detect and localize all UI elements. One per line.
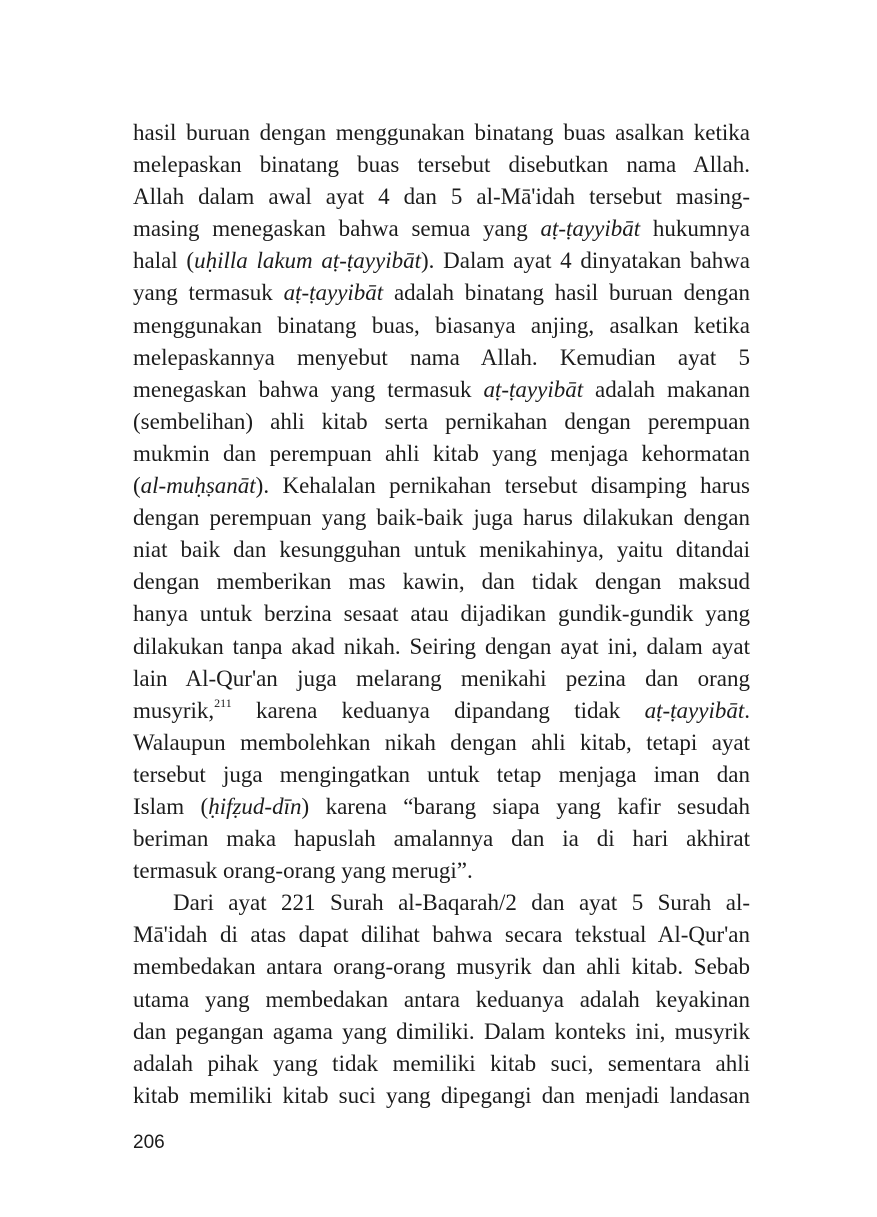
- text-run: .: [744, 697, 750, 723]
- footnote-marker[interactable]: 211: [214, 695, 232, 710]
- text-line: [133, 470, 750, 502]
- text-line: dilakukan tanpa akad nikah. Seiring dengan ayat ini, dalam ayat: [133, 633, 750, 659]
- text-run: hukumnya: [640, 216, 750, 242]
- text-run: menegaskan bahwa yang termasuk: [133, 376, 484, 402]
- text-line: menggunakan binatang buas, biasanya anjing, asalkan ketika: [133, 312, 750, 338]
- text-run: musyrik,: [133, 697, 215, 723]
- text-run: ). Kehalalan pernikahan tersebut disamping harus: [255, 473, 750, 499]
- text-line: membedakan antara orang-orang musyrik dan ahli kitab. Sebab: [133, 954, 750, 980]
- text-line: utama yang membedakan antara keduanya adalah keyakinan: [133, 986, 750, 1012]
- text-line: dan pegangan agama yang dimiliki. Dalam konteks ini, musyrik: [133, 1018, 750, 1044]
- text-run: adalah binatang hasil buruan dengan: [383, 280, 751, 306]
- text-line: adalah pihak yang tidak memiliki kitab suci, sementara ahli: [133, 1050, 750, 1076]
- italic-term: aṭ-ṭayyibāt: [483, 376, 584, 402]
- page-number: 206: [133, 1132, 165, 1153]
- text-run: Islam (: [133, 793, 209, 819]
- text-line: tersebut juga mengingatkan untuk tetap menjaga iman dan: [133, 761, 750, 787]
- text-line: beriman maka hapuslah amalannya dan ia di hari akhirat: [133, 826, 750, 852]
- text-run: ) karena “barang siapa yang kafir sesudah: [301, 793, 750, 819]
- text-line: Dari ayat 221 Surah al-Baqarah/2 dan ayat 5 Surah al-: [173, 890, 750, 916]
- text-line: mukmin dan perempuan ahli kitab yang menjaga kehormatan: [133, 440, 750, 466]
- text-run: (: [133, 473, 141, 499]
- text-run: masing menegaskan bahwa semua yang: [133, 216, 541, 242]
- text-run: ). Dalam ayat 4 dinyatakan bahwa: [421, 248, 751, 274]
- italic-term: al-muḥṣanāt: [140, 473, 256, 499]
- text-line: dengan memberikan mas kawin, dan tidak dengan maksud: [133, 569, 750, 595]
- italic-term: uḥilla lakum aṭ-ṭayyibāt: [194, 248, 422, 274]
- text-line: [133, 245, 750, 277]
- text-line: [133, 213, 750, 245]
- paragraph-1: [133, 117, 750, 887]
- text-run: adalah makanan: [583, 376, 751, 402]
- text-run: karena keduanya dipandang tidak: [231, 697, 645, 723]
- italic-term: aṭ-ṭayyibāt: [283, 280, 384, 306]
- text-line: [133, 695, 750, 727]
- text-line: (sembelihan) ahli kitab serta pernikahan dengan perempuan: [133, 408, 750, 434]
- text-line: niat baik dan kesungguhan untuk menikahinya, yaitu ditandai: [133, 537, 750, 563]
- text-line: hanya untuk berzina sesaat atau dijadikan gundik-gundik yang: [133, 601, 750, 627]
- page-body: [133, 117, 750, 1112]
- text-line: lain Al-Qur'an juga melarang menikahi pezina dan orang: [133, 665, 750, 691]
- italic-term: aṭ-ṭayyibāt: [644, 697, 745, 723]
- text-line: hasil buruan dengan menggunakan binatang buas asalkan ketika: [133, 120, 750, 145]
- text-line: [133, 277, 750, 309]
- text-run: halal (: [133, 248, 195, 274]
- text-run: yang termasuk: [133, 280, 284, 306]
- text-line: Mā'idah di atas dapat dilihat bahwa secara tekstual Al-Qur'an: [133, 922, 750, 948]
- paragraph-2: [133, 887, 750, 1112]
- italic-term: aṭ-ṭayyibāt: [540, 216, 641, 242]
- text-line: melepaskannya menyebut nama Allah. Kemudian ayat 5: [133, 344, 750, 370]
- text-line: Allah dalam awal ayat 4 dan 5 al-Mā'idah tersebut masing-: [133, 184, 750, 210]
- text-line: kitab memiliki kitab suci yang dipegangi dan menjadi landasan: [133, 1082, 750, 1108]
- text-line: dengan perempuan yang baik-baik juga harus dilakukan dengan: [133, 505, 750, 531]
- text-line: Walaupun membolehkan nikah dengan ahli kitab, tetapi ayat: [133, 729, 750, 755]
- text-line: melepaskan binatang buas tersebut disebutkan nama Allah.: [133, 152, 750, 178]
- text-line: [133, 374, 750, 406]
- text-line: termasuk orang-orang yang merugi”.: [133, 858, 473, 884]
- italic-term: ḥifẓud-dīn: [208, 793, 302, 819]
- text-line: [133, 791, 750, 823]
